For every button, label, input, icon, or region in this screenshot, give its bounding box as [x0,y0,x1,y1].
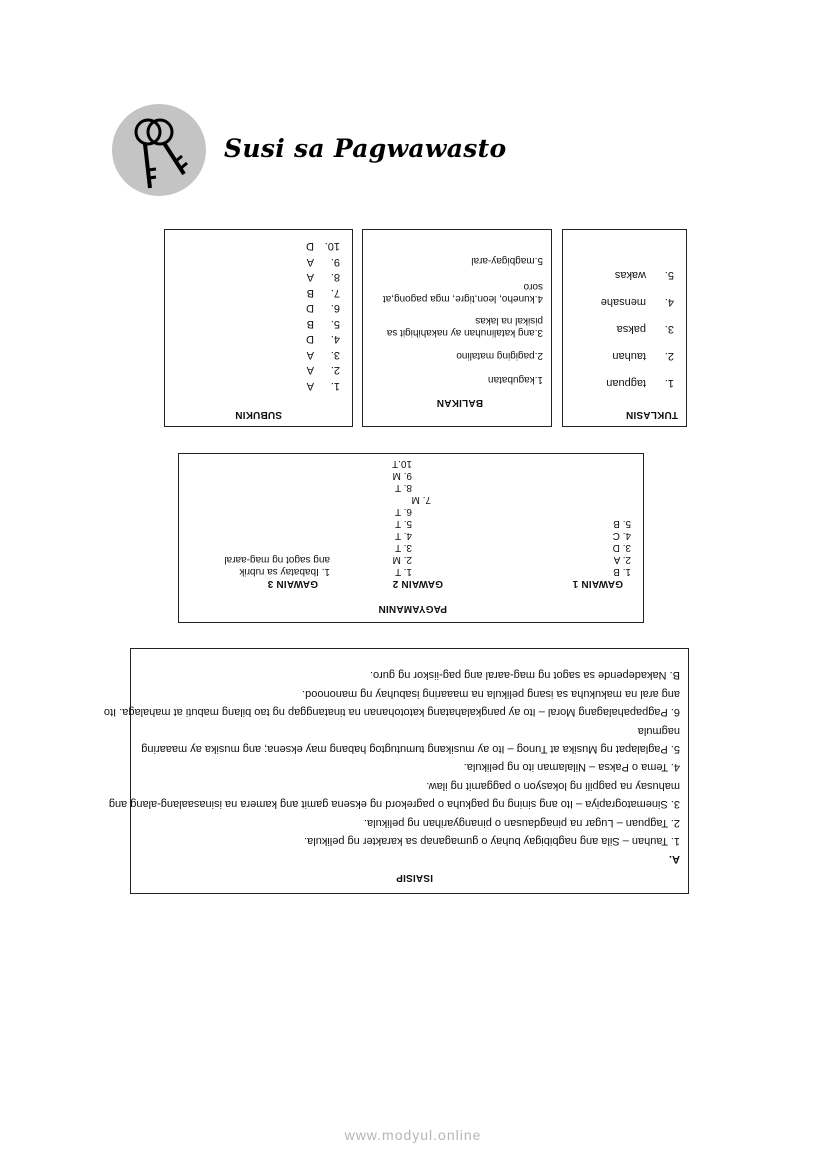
gawain2-item: 2. M [392,554,412,565]
item-answer: A [306,256,314,268]
isaisip-line: 6. Pagpapahalagang Moral – Ito ay pangkalahatang katotohanan na tinatanggap ng tao bilang mabuti at mahalaga. Ito [103,706,680,719]
item-number: 1. [664,377,674,389]
isaisip-section-a: A. [669,853,680,865]
gawain2-item: 3. T [394,542,412,553]
subukin-item [306,303,340,315]
isaisip-heading: ISAISIP [396,872,433,883]
pagyamanin-heading: PAGYAMANIN [378,603,447,614]
item-answer: B [306,287,314,299]
subukin-item [307,380,340,392]
item-number: 5. [664,269,674,281]
isaisip-line: 3. Sinematograpiya – Ito ang sining ng pagkuha o pagrekord ng eksena gamit ang kamera na isinasaalang-alang ang [108,798,680,811]
gawain1-item: 2. A [613,554,631,565]
tuklasin-heading: TUKLASIN [625,409,678,420]
isaisip-line: nagmula [637,724,680,737]
gawain2-item: 5. T [394,518,412,529]
item-answer: A [306,349,314,361]
tuklasin-item [617,323,674,335]
item-answer: D [306,240,314,253]
gawain2-item: 10.T [391,458,412,469]
isaisip-line: 2. Tagpuan – Lugar na pinagdausan o pinangyarihan ng pelikula. [364,816,680,829]
item-number: 2. [330,364,340,377]
isaisip-line: 5. Paglalapat ng Musika at Tunog – Ito ay musikang tumutugtog habang may eksena; ang musika ay maaaring [141,743,680,755]
item-number: 8. [330,271,340,284]
page-title: Susi sa Pagwawasto [224,134,507,163]
item-text: mensahe [600,296,646,308]
subukin-item [307,256,340,268]
item-answer: D [306,302,314,315]
gawain2-item: 8. T [394,482,412,493]
tuklasin-item [601,296,674,308]
isaisip-line: ang aral na makukuha sa isang pelikula na maaaring isabuhay ng manonood. [302,687,680,700]
balikan-item: soro [523,281,543,292]
gawain2-item: 4. T [394,530,412,541]
subukin-heading: SUBUKIN [235,409,282,420]
gawain2-item: 9. M [392,470,412,481]
gawain1-item: 5. B [613,518,631,529]
item-number: 4. [664,296,674,308]
balikan-item: 1.kagubatan [487,374,543,385]
subukin-item [307,287,340,299]
subukin-item [307,365,340,377]
gawain1-heading: GAWAIN 1 [572,578,623,589]
balikan-item: 3.ang katalinuhan ay nakahihigit sa [386,327,543,338]
item-number: 3. [664,323,674,335]
isaisip-box [103,648,689,894]
item-answer: D [306,333,314,346]
isaisip-line: 1. Tauhan – Sila ang nagbibigay buhay o gumaganap sa karakter ng pelikula. [304,835,680,847]
subukin-item [306,334,340,346]
item-text: tauhan [612,350,646,362]
item-number: 1. [330,380,340,392]
tuklasin-item [612,350,674,362]
item-text: paksa [616,323,646,335]
tuklasin-box [562,229,687,427]
gawain1-item: 3. D [612,542,631,553]
item-number: 9. [330,256,340,268]
gawain2-item: 1. T [394,566,412,577]
gawain3-line2: ang sagot ng mag-aaral [224,554,330,565]
gawain1-item: 4. C [612,530,631,541]
gawain2-item: 6. T [394,506,412,517]
tuklasin-item [615,269,674,281]
keys-icon [112,104,206,196]
item-number: 3. [330,349,340,361]
subukin-box [164,229,353,427]
item-text: wakas [614,269,646,281]
subukin-item [307,272,340,284]
item-answer: A [306,271,314,284]
gawain1-item: 1. B [613,566,631,577]
balikan-item: pisikal na lakas [475,315,543,326]
gawain3-line1: 1. Ibabatay sa rubrik [239,566,330,577]
item-number: 4. [330,333,340,346]
pagyamanin-box [178,453,644,623]
item-number: 2. [664,350,674,362]
balikan-box [362,229,552,427]
item-answer: B [306,318,314,330]
item-text: tagpuan [606,377,646,389]
keys-logo [112,104,206,196]
tuklasin-item [606,377,674,389]
item-number: 10. [324,240,340,253]
subukin-item [307,318,340,330]
item-number: 5. [330,318,340,330]
isaisip-line: B. Nakadepende sa sagot ng mag-aaral ang pag-iiskor ng guro. [369,669,680,682]
subukin-item [307,349,340,361]
subukin-item [306,241,340,253]
watermark: www.modyul.online [344,1127,482,1143]
item-answer: A [306,364,314,377]
isaisip-line: mahusay na pagpili ng lokasyon o paggamit ng ilaw. [426,779,680,792]
item-answer: A [306,380,314,392]
balikan-item: 2.pagiging matalino [456,350,543,361]
gawain2-item: 7. M [411,494,431,505]
balikan-heading: BALIKAN [436,397,483,408]
item-number: 6. [330,302,340,315]
gawain2-heading: GAWAIN 2 [392,578,443,589]
balikan-item: 5.magbigay-aral [471,255,543,266]
isaisip-line: 4. Tema o Paksa – Nilalaman ito ng pelikula. [463,761,680,774]
item-number: 7. [330,287,340,299]
gawain3-heading: GAWAIN 3 [267,578,318,589]
balikan-item: 4.kuneho, leon,tigre, mga pagong,at [382,293,543,304]
